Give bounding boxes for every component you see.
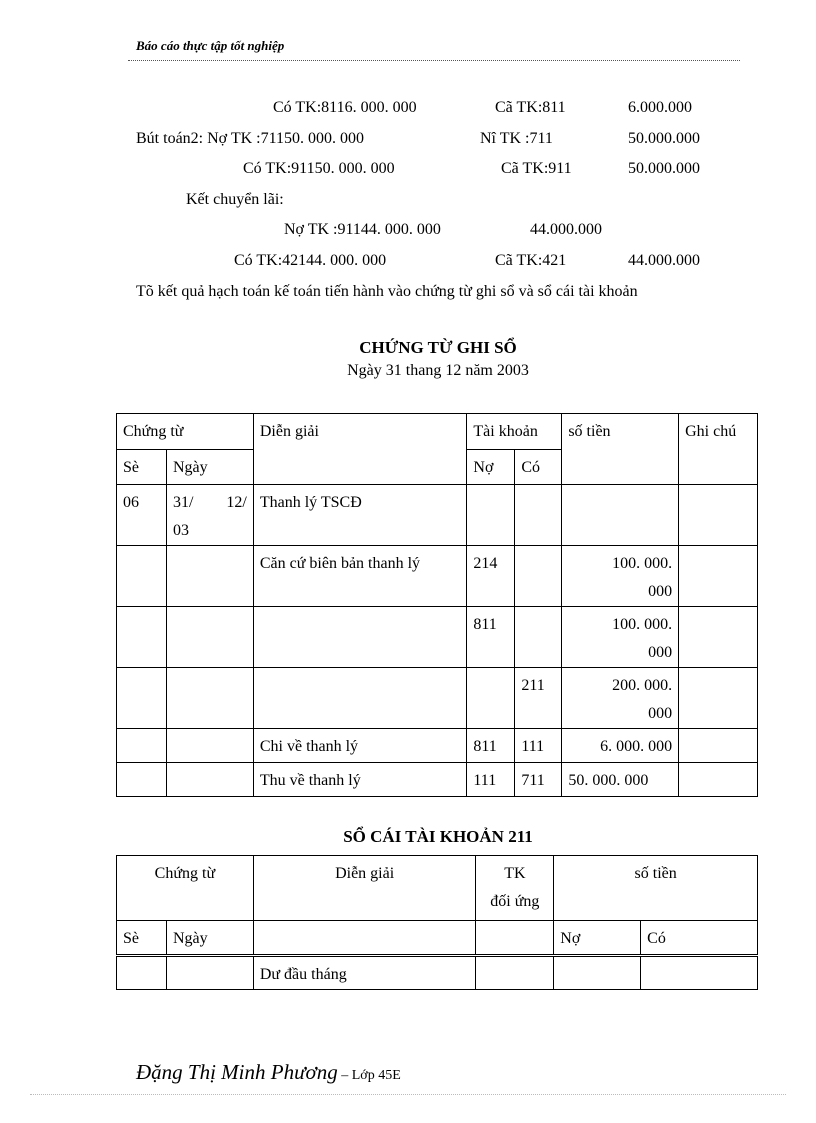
row-desc: Chi về thanh lý — [253, 729, 467, 763]
row-so — [117, 763, 167, 797]
footer-class: – Lớp 45E — [337, 1068, 401, 1083]
row-ngay — [166, 729, 253, 763]
row-co — [515, 607, 562, 668]
row-co: 211 — [515, 668, 562, 729]
voucher-title: CHỨNG TỪ GHI SỔ — [359, 338, 517, 357]
ledger-col-tk-b: đối ứng — [490, 893, 540, 910]
row-desc: Dư đầu tháng — [253, 956, 476, 990]
voucher-header-row — [117, 414, 758, 450]
row-ngay-month: 12/ — [226, 494, 247, 511]
row-no: 214 — [467, 546, 515, 607]
row-note — [679, 668, 758, 729]
ledger-col-tk — [476, 856, 554, 921]
header-divider — [128, 60, 740, 61]
voucher-col-co: Có — [515, 450, 562, 485]
entry-6-amount: 44.000.000 — [628, 252, 700, 269]
entry-2-amount: 50.000.000 — [628, 130, 700, 147]
row-no: 811 — [467, 729, 515, 763]
row-co: 111 — [515, 729, 562, 763]
entry-2-debit: Nî TK :711 — [480, 130, 553, 147]
row-amount: 50. 000. 000 — [562, 763, 679, 797]
ledger-col-so: Sè — [117, 921, 167, 956]
table-row — [117, 729, 758, 763]
row-note — [679, 729, 758, 763]
row-so — [117, 729, 167, 763]
row-no — [467, 668, 515, 729]
row-desc: Thanh lý TSCĐ — [253, 485, 467, 546]
voucher-col-no: Nợ — [467, 450, 515, 485]
row-amount: 6. 000. 000 — [562, 729, 679, 763]
row-ngay — [166, 485, 253, 546]
row-amount — [562, 485, 679, 546]
entry-3-amount: 50.000.000 — [628, 160, 700, 177]
row-ngay — [166, 763, 253, 797]
ledger-col-no: Nợ — [554, 921, 641, 956]
row-ngay-day: 31/ — [172, 494, 194, 511]
footer-author-name: Đặng Thị Minh Phương — [136, 1060, 338, 1084]
row-so: 06 — [117, 485, 167, 546]
ledger-header-row — [117, 856, 758, 921]
row-amount-a: 100. 000. — [612, 555, 673, 572]
voucher-col-ghi-chu: Ghi chú — [679, 414, 758, 485]
row-amount-a: 200. 000. — [612, 677, 673, 694]
row-co: 711 — [515, 763, 562, 797]
entry-1-account: Có TK:8116. 000. 000 — [273, 99, 417, 116]
row-no: 811 — [467, 607, 515, 668]
row-no: 111 — [467, 763, 515, 797]
entry-7-text: Tõ kết quả hạch toán kế toán tiến hành vào chứng từ ghi sổ và sổ cái tài khoản — [136, 283, 638, 300]
entry-4-label: Kết chuyển lãi: — [186, 191, 284, 208]
row-amount — [562, 546, 679, 607]
row-amount-b: 000 — [648, 583, 673, 600]
voucher-col-chung-tu: Chứng từ — [117, 414, 254, 450]
row-amount-b: 000 — [648, 644, 673, 661]
voucher-table — [116, 413, 758, 797]
row-co — [515, 546, 562, 607]
row-amount — [562, 668, 679, 729]
row-note — [679, 546, 758, 607]
ledger-col-dien-giai: Diễn giải — [253, 856, 476, 921]
row-ngay — [166, 956, 253, 990]
entry-6-credit: Cã TK:421 — [495, 252, 567, 269]
voucher-col-tai-khoan: Tài khoản — [467, 414, 562, 450]
table-row — [117, 668, 758, 729]
row-amount-b: 000 — [648, 705, 673, 722]
header-title: Báo cáo thực tập tốt nghiệp — [136, 38, 285, 53]
row-desc — [253, 668, 467, 729]
row-ngay-year: 03 — [172, 522, 189, 539]
row-desc — [253, 607, 467, 668]
voucher-col-so: Sè — [117, 450, 167, 485]
entry-5-account: Nợ TK :91144. 000. 000 — [284, 221, 441, 238]
ledger-col-co: Có — [641, 921, 758, 956]
entry-3-account: Có TK:91150. 000. 000 — [243, 160, 395, 177]
ledger-subheader-row — [117, 921, 758, 956]
entry-2-account: Bút toán2: Nợ TK :71150. 000. 000 — [136, 130, 365, 147]
ledger-title: SỔ CÁI TÀI KHOẢN 211 — [343, 827, 533, 846]
ledger-table — [116, 855, 758, 990]
entry-3-credit: Cã TK:911 — [501, 160, 572, 177]
voucher-col-dien-giai: Diễn giải — [253, 414, 467, 485]
entry-1-credit: Cã TK:811 — [495, 99, 566, 116]
entry-6-account: Có TK:42144. 000. 000 — [234, 252, 387, 269]
ledger-col-tk-a: TK — [504, 865, 526, 882]
ledger-col-chung-tu: Chứng từ — [117, 856, 254, 921]
entry-5-amount: 44.000.000 — [530, 221, 602, 238]
table-row — [117, 546, 758, 607]
voucher-date: Ngày 31 thang 12 năm 2003 — [347, 362, 529, 379]
row-ngay — [166, 668, 253, 729]
table-row — [117, 763, 758, 797]
ledger-col-blank — [253, 921, 476, 956]
row-no — [554, 956, 641, 990]
ledger-col-blank-2 — [476, 921, 554, 956]
row-so — [117, 668, 167, 729]
row-amount-a: 100. 000. — [612, 616, 673, 633]
voucher-col-so-tien: số tiền — [562, 414, 679, 485]
row-tk — [476, 956, 554, 990]
row-ngay — [166, 546, 253, 607]
row-desc: Căn cứ biên bản thanh lý — [253, 546, 467, 607]
row-co — [641, 956, 758, 990]
row-no — [467, 485, 515, 546]
voucher-col-ngay: Ngày — [166, 450, 253, 485]
table-row — [117, 956, 758, 990]
entry-1-amount: 6.000.000 — [628, 99, 692, 116]
row-note — [679, 607, 758, 668]
row-note — [679, 763, 758, 797]
row-co — [515, 485, 562, 546]
row-ngay — [166, 607, 253, 668]
row-amount — [562, 607, 679, 668]
row-so — [117, 546, 167, 607]
row-so — [117, 607, 167, 668]
table-row — [117, 485, 758, 546]
ledger-col-ngay: Ngày — [166, 921, 253, 956]
row-so — [117, 956, 167, 990]
footer-author — [136, 1060, 401, 1085]
ledger-col-so-tien: số tiền — [554, 856, 758, 921]
row-note — [679, 485, 758, 546]
table-row — [117, 607, 758, 668]
footer-divider — [30, 1094, 786, 1095]
row-desc: Thu về thanh lý — [253, 763, 467, 797]
